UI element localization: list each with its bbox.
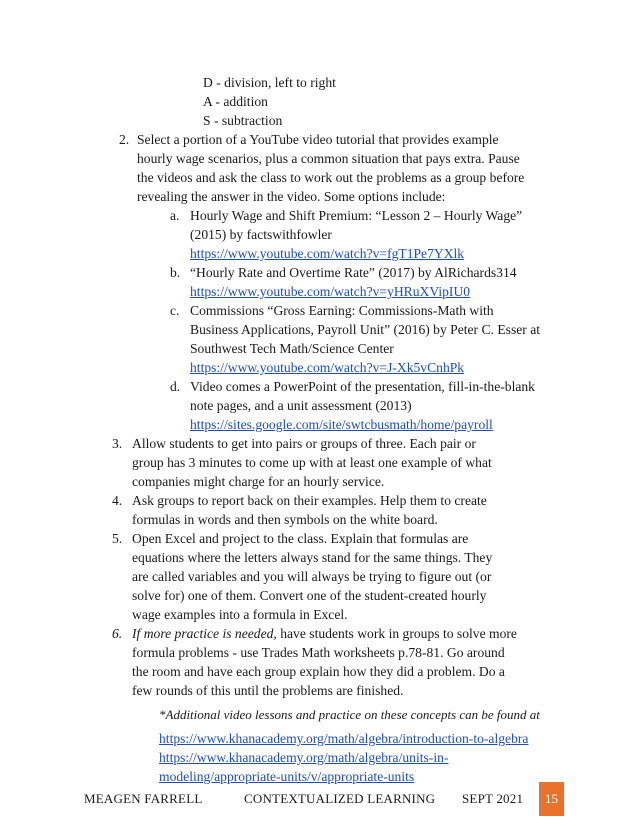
option-b-letter: b. <box>170 265 181 280</box>
step-6-line: the room and have each group explain how they did a problem. Do a <box>132 664 505 679</box>
step-6-number: 6. <box>112 626 123 641</box>
option-c-link-wrap <box>190 358 464 377</box>
option-b-link-wrap <box>190 282 470 301</box>
step-6-first-rest: have students work in groups to solve more <box>276 626 517 641</box>
footer-date: SEPT 2021 <box>462 791 524 806</box>
khan-units-link-part2[interactable]: modeling/appropriate-units/v/appropriate-units <box>159 769 415 784</box>
footer-title: CONTEXTUALIZED LEARNING <box>244 791 436 806</box>
footer-author: MEAGEN FARRELL <box>84 791 203 806</box>
option-a-link[interactable]: https://www.youtube.com/watch?v=fgT1Pe7YXlk <box>190 246 465 261</box>
step-2-line: Select a portion of a YouTube video tutorial that provides example <box>137 132 499 147</box>
step-4-line: Ask groups to report back on their examples. Help them to create <box>132 493 487 508</box>
pemdas-s: S - subtraction <box>203 113 283 128</box>
option-b-line: “Hourly Rate and Overtime Rate” (2017) by AlRichards314 <box>190 265 517 280</box>
option-b-link[interactable]: https://www.youtube.com/watch?v=yHRuXVipIU0 <box>190 284 471 299</box>
step-2-line: the videos and ask the class to work out the problems as a group before <box>137 170 525 185</box>
extra-link-wrap <box>159 729 528 748</box>
step-6-line: few rounds of this until the problems are finished. <box>132 683 404 698</box>
step-5-line: are called variables and you will always be trying to figure out (or <box>132 569 492 584</box>
option-d-link[interactable]: https://sites.google.com/site/swtcbusmath/home/payroll <box>190 417 493 432</box>
option-a-link-wrap <box>190 244 464 263</box>
page-number-badge: 15 <box>539 782 564 816</box>
step-2-number: 2. <box>119 132 130 147</box>
step-6-line: formula problems - use Trades Math worksheets p.78-81. Go around <box>132 645 505 660</box>
step-4-number: 4. <box>112 493 123 508</box>
additional-note: *Additional video lessons and practice on these concepts can be found at <box>159 707 540 722</box>
step-6-first-line <box>132 624 517 643</box>
option-c-link[interactable]: https://www.youtube.com/watch?v=J-Xk5vCnhPk <box>190 360 465 375</box>
step-5-line: wage examples into a formula in Excel. <box>132 607 348 622</box>
step-2-line: hourly wage scenarios, plus a common situation that pays extra. Pause <box>137 151 520 166</box>
option-d-line: Video comes a PowerPoint of the presentation, fill-in-the-blank <box>190 379 535 394</box>
option-d-line: note pages, and a unit assessment (2013) <box>190 398 412 413</box>
step-3-number: 3. <box>112 436 123 451</box>
step-5-line: equations where the letters always stand for the same things. They <box>132 550 493 565</box>
khan-intro-algebra-link[interactable]: https://www.khanacademy.org/math/algebra/introduction-to-algebra <box>159 731 529 746</box>
option-c-line: Business Applications, Payroll Unit” (2016) by Peter C. Esser at <box>190 322 540 337</box>
option-a-letter: a. <box>170 208 180 223</box>
step-5-line: Open Excel and project to the class. Explain that formulas are <box>132 531 469 546</box>
step-4-line: formulas in words and then symbols on the white board. <box>132 512 438 527</box>
extra-link-wrap <box>159 767 414 786</box>
pemdas-d: D - division, left to right <box>203 75 336 90</box>
extra-link-wrap <box>159 748 448 767</box>
step-6-italic-lead: If more practice is needed, <box>132 626 277 641</box>
step-5-number: 5. <box>112 531 123 546</box>
pemdas-a: A - addition <box>203 94 268 109</box>
step-3-line: Allow students to get into pairs or groups of three. Each pair or <box>132 436 476 451</box>
step-2-line: revealing the answer in the video. Some options include: <box>137 189 446 204</box>
option-a-line: (2015) by factswithfowler <box>190 227 332 242</box>
step-3-line: group has 3 minutes to come up with at least one example of what <box>132 455 492 470</box>
option-c-letter: c. <box>170 303 180 318</box>
step-5-line: solve for) one of them. Convert one of the student-created hourly <box>132 588 487 603</box>
option-a-line: Hourly Wage and Shift Premium: “Lesson 2 – Hourly Wage” <box>190 208 523 223</box>
khan-units-link-part1[interactable]: https://www.khanacademy.org/math/algebra/units-in- <box>159 750 449 765</box>
option-d-link-wrap <box>190 415 493 434</box>
option-d-letter: d. <box>170 379 181 394</box>
option-c-line: Commissions “Gross Earning: Commissions-Math with <box>190 303 494 318</box>
option-c-line: Southwest Tech Math/Science Center <box>190 341 394 356</box>
step-3-line: companies might charge for an hourly service. <box>132 474 385 489</box>
